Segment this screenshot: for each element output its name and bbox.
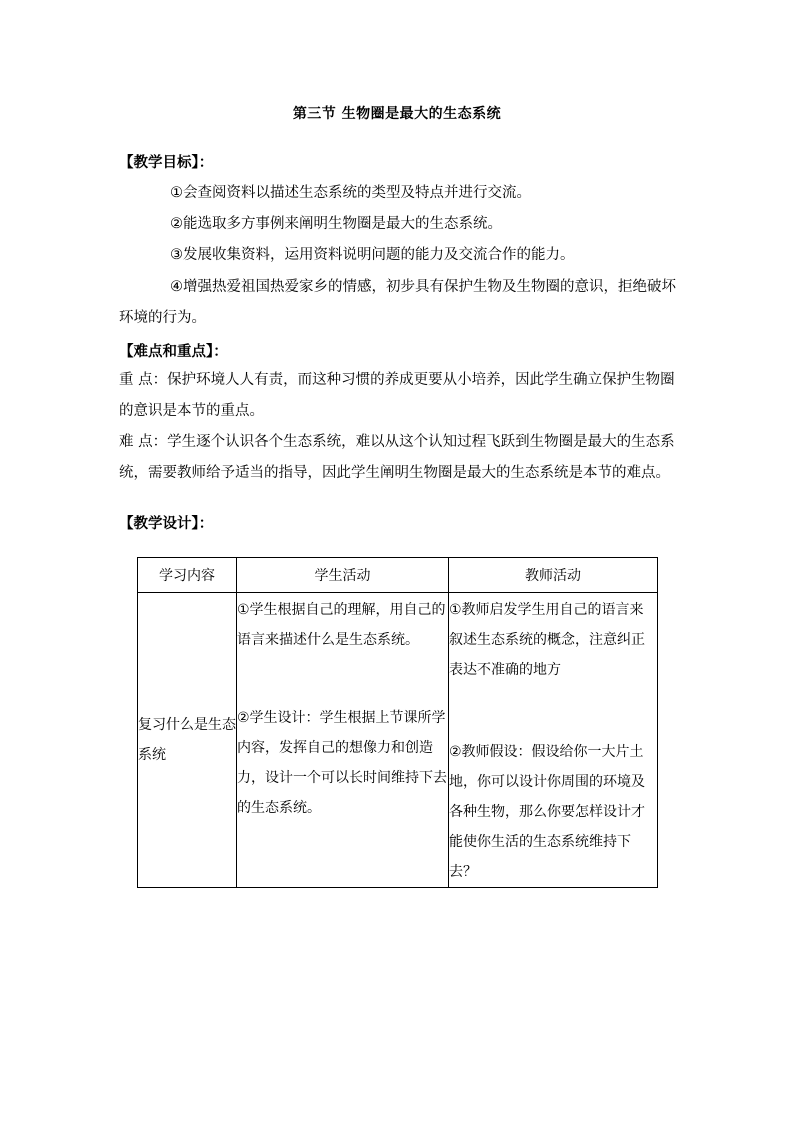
student-activity-2: ②学生设计：学生根据上节课所学内容，发挥自己的想像力和创造力，设计一个可以长时间维持下去的生态系统。 xyxy=(237,710,447,816)
student-activity-1: ①学生根据自己的理解，用自己的语言来描述什么是生态系统。 xyxy=(237,602,446,648)
teacher-activity-1: ①教师启发学生用自己的语言来叙述生态系统的概念，注意纠正表达不准确的地方 xyxy=(449,602,645,678)
row-content-cell xyxy=(138,593,237,888)
design-heading: 【教学设计】： xyxy=(119,516,214,532)
column-header-content: 学习内容 xyxy=(138,558,237,593)
column-header-teacher: 教师活动 xyxy=(449,558,658,593)
objective-item-1: ①会查阅资料以描述生态系统的类型及特点并进行交流。 xyxy=(170,185,531,201)
difficult-point-text: 难 点：学生逐个认识各个生态系统，难以从这个认知过程飞跃到生物圈是最大的生态系统，需要教师给予适当的指导，因此学生阐明生物圈是最大的生态系统是本节的难点。 xyxy=(119,434,675,481)
objectives-heading: 【教学目标】： xyxy=(119,155,214,171)
teacher-activity-2: ②教师假设：假设给你一大片土地，你可以设计你周围的环境及各种生物，那么你要怎样设计才能使你生活的生态系统维持下去？ xyxy=(449,744,645,880)
key-point-text: 重 点：保护环境人人有责，而这种习惯的养成更要从小培养，因此学生确立保护生物圈的意识是本节的重点。 xyxy=(119,372,675,419)
row-student-cell xyxy=(237,593,449,888)
objective-item-3: ③发展收集资料，运用资料说明问题的能力及交流合作的能力。 xyxy=(170,247,575,263)
column-header-student: 学生活动 xyxy=(237,558,449,593)
page-title: 第三节 生物圈是最大的生态系统 xyxy=(292,106,502,122)
row-content-text: 复习什么是生态系统 xyxy=(138,717,236,763)
table-row xyxy=(138,593,658,888)
objective-item-2: ②能选取多方事例来阐明生物圈是最大的生态系统。 xyxy=(170,216,502,232)
row-teacher-cell xyxy=(449,593,658,888)
key-points-heading: 【难点和重点】： xyxy=(119,344,228,360)
teaching-design-table xyxy=(137,557,658,888)
objective-item-4: ④增强热爱祖国热爱家乡的情感，初步具有保护生物及生物圈的意识，拒绝破坏环境的行为。 xyxy=(119,279,676,326)
table-header-row xyxy=(138,558,658,593)
